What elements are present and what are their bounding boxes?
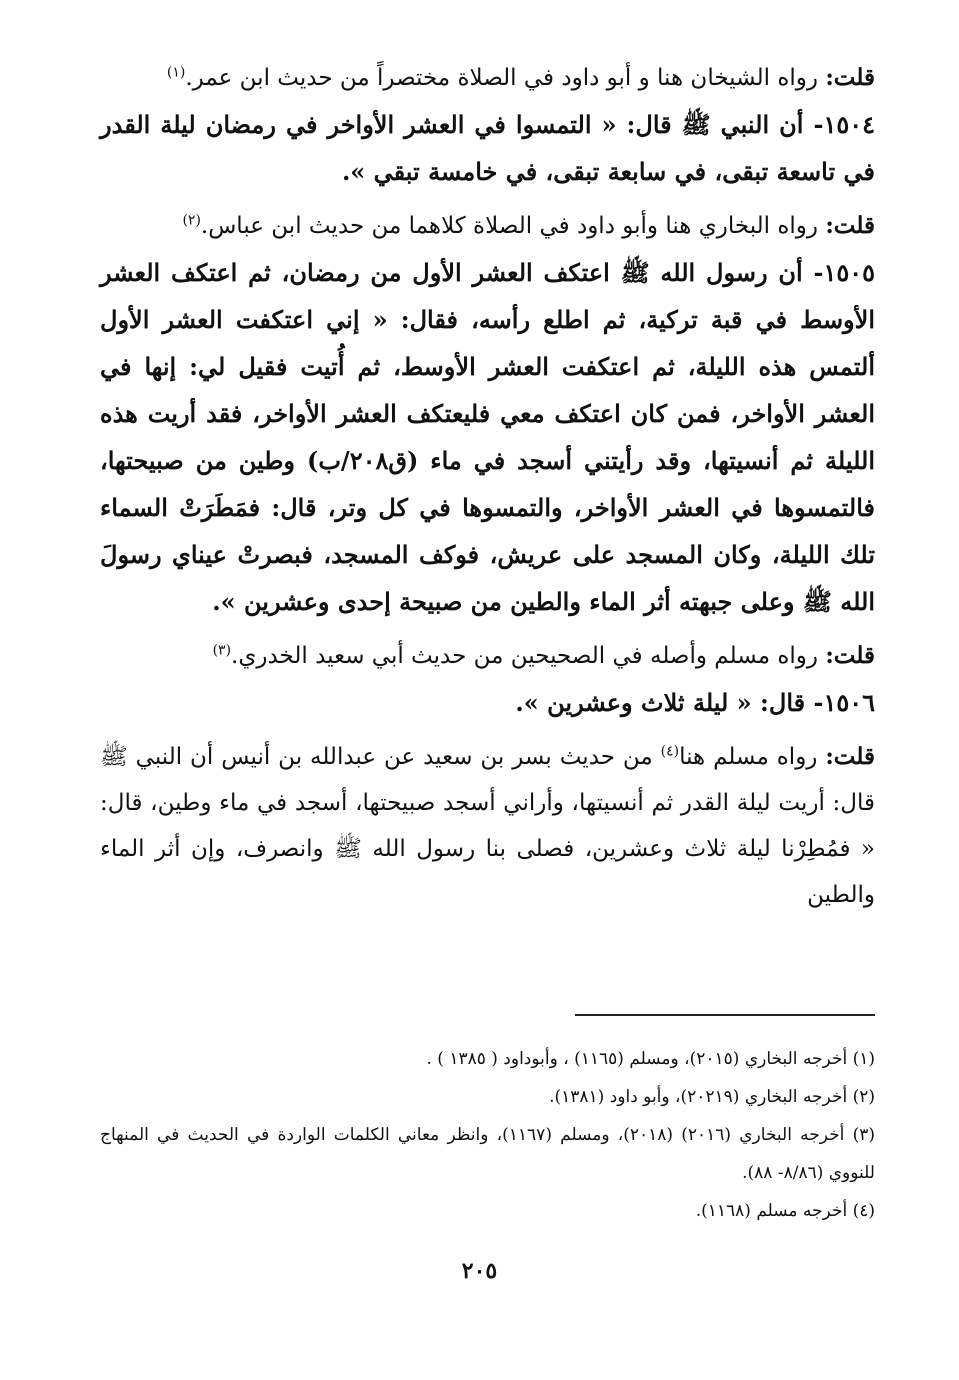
hadith-1505: ١٥٠٥- أن رسول الله ﷺ اعتكف العشر الأول من رمضان، ثم اعتكف العشر الأوسط في قبة تركية، ثم اطلع رأسه، فقال: « إني اعتكفت العشر الأول ألتمس هذه الليلة، ثم اعتكفت العشر الأوسط، ثم أُتيت فقيل لي: إنها في العشر الأواخر، فمن كان اعتكف معي فليعتكف العشر الأواخر، فقد أريت هذه الليلة ثم أنسيتها، وقد رأيتني أسجد في ماء (ق٢٠٨/ب) وطين من صبيحتها، فالتمسوها في العشر الأواخر، والتمسوها في كل وتر، قال: فمَطَرَتْ السماء تلك الليلة، وكان المسجد على عريش، فوكف المسجد، فبصرتْ عيناي رسولَ الله ﷺ وعلى جبهته أثر الماء والطين من صبيحة إحدى وعشرين ». bbox=[100, 258, 876, 616]
page-number: ٢٠٥ bbox=[461, 1258, 498, 1284]
footnote-4: (٤) أخرجه مسلم (١١٦٨). bbox=[695, 1201, 875, 1221]
commentary-label: قلت: bbox=[825, 212, 875, 239]
footnote-ref-4: (٤) bbox=[660, 743, 680, 760]
footnote-divider bbox=[575, 1014, 875, 1016]
page-body bbox=[100, 55, 875, 918]
commentary-text: رواه مسلم وأصله في الصحيحين من حديث أبي سعيد الخدري. bbox=[231, 643, 826, 669]
commentary-label: قلت: bbox=[825, 64, 875, 91]
commentary-paragraph-4 bbox=[100, 734, 875, 918]
footnote-1: (١) أخرجه البخاري (٢٠١٥)، ومسلم (١١٦٥) ، وأبوداود ( ١٣٨٥ ) . bbox=[426, 1049, 875, 1069]
commentary-paragraph-1 bbox=[100, 55, 875, 101]
footnote-ref-1: (١) bbox=[166, 64, 186, 81]
hadith-1506: ١٥٠٦- قال: « ليلة ثلاث وعشرين ». bbox=[515, 688, 875, 717]
commentary-text-continued: من حديث بسر بن سعيد عن عبدالله بن أنيس أن النبي ﷺ قال: أريت ليلة القدر ثم أنسيتها، وأراني أسجد صبيحتها، أسجد في ماء وطين، قال: « فمُطِرْنا ليلة ثلاث وعشرين، فصلى بنا رسول الله ﷺ وانصرف، وإن أثر الماء والطين bbox=[100, 744, 875, 908]
commentary-text: رواه البخاري هنا وأبو داود في الصلاة كلاهما من حديث ابن عباس. bbox=[200, 213, 826, 239]
commentary-label: قلت: bbox=[825, 743, 875, 770]
footnote-2: (٢) أخرجه البخاري (٢٠٢١٩)، وأبو داود (١٣٨١). bbox=[549, 1087, 875, 1107]
footnote-ref-3: (٣) bbox=[212, 642, 232, 659]
footnote-3: (٣) أخرجه البخاري (٢٠١٦) (٢٠١٨)، ومسلم (١١٦٧)، وانظر معاني الكلمات الواردة في الحديث في المنهاج للنووي (٨/٨٦- ٨٨). bbox=[100, 1125, 875, 1183]
commentary-label: قلت: bbox=[825, 642, 875, 669]
commentary-paragraph-3 bbox=[100, 633, 875, 679]
commentary-paragraph-2 bbox=[100, 203, 875, 249]
footnote-ref-2: (٢) bbox=[182, 212, 201, 229]
commentary-text: رواه الشيخان هنا و أبو داود في الصلاة مختصراً من حديث ابن عمر. bbox=[185, 65, 826, 91]
footnotes bbox=[100, 1040, 875, 1230]
commentary-text: رواه مسلم هنا bbox=[679, 744, 826, 770]
hadith-1504: ١٥٠٤- أن النبي ﷺ قال: « التمسوا في العشر الأواخر في رمضان ليلة القدر في تاسعة تبقى، في سابعة تبقى، في خامسة تبقي ». bbox=[100, 110, 875, 186]
